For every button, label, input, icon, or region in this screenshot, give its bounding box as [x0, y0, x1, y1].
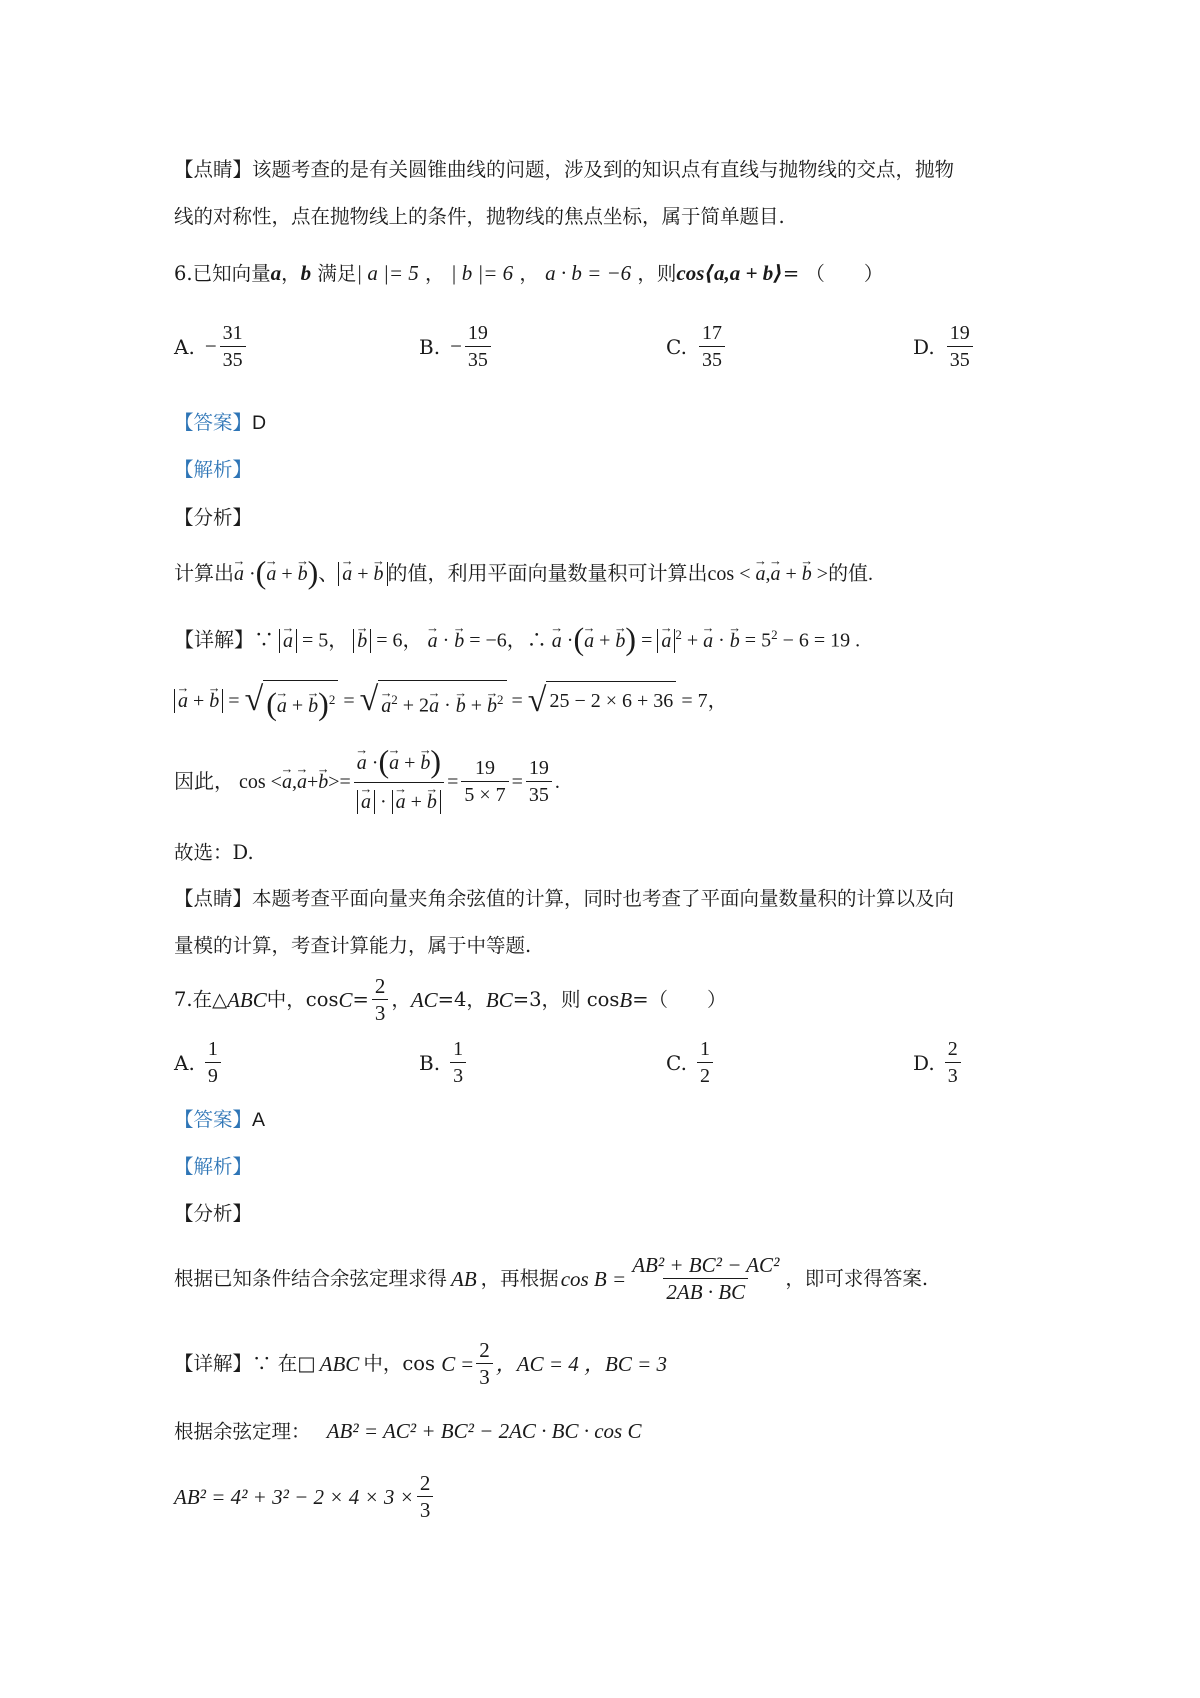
q6-dianjing-line-1: 【点睛】本题考查平面向量夹角余弦值的计算，同时也考查了平面向量数量积的计算以及向: [174, 887, 955, 910]
option-numerator: 1: [699, 1038, 710, 1060]
last-expression: AB² = 4² + 3² − 2 × 4 × 3 ×: [174, 1484, 414, 1509]
option-denominator: 35: [465, 346, 491, 373]
q6-dot: a · b = −6: [545, 261, 632, 285]
option-numerator: 17: [701, 322, 722, 344]
option-denominator: 35: [947, 346, 973, 373]
xiangjie-tag: 【详解】: [174, 629, 254, 652]
fraction-numerator: 19: [474, 757, 495, 779]
question-6-stem: 6.已知向量a，b 满足| a |= 5 ， | b |= 6 ， a · b = −6 ，则cos⟨a,a + b⟩= （ ）: [174, 261, 884, 285]
q6-option-b: [419, 320, 494, 373]
option-sign: −: [204, 334, 217, 358]
q6-then: ，则: [637, 262, 677, 285]
q7-tail: =（ ）: [632, 987, 727, 1011]
fenxi-sep: 、: [318, 563, 339, 585]
option-label: A.: [174, 1050, 195, 1075]
fenxi-text: 计算出: [174, 563, 234, 585]
q6-fenxi-text: 计算出→ a ·(→ a + → b)、→ a + → b 的值，利用平面向量数量积可计算出cos < → a,→ a + → b >的值.: [174, 557, 873, 589]
fenxi-cosb: cos B =: [560, 1266, 627, 1291]
q7-mid: 中，cos: [266, 987, 339, 1011]
eq-text: = 7，: [681, 690, 728, 713]
fraction-numerator: 2: [419, 1471, 431, 1495]
question-7-stem: [174, 973, 727, 1026]
xiangjie-tag: 【详解】: [174, 1351, 253, 1375]
q6-dianjing-line-2: 量模的计算，考查计算能力，属于中等题.: [174, 934, 532, 957]
q7-option-d: [913, 1036, 964, 1089]
q6-tail: = （ ）: [782, 262, 884, 285]
option-numerator: 2: [947, 1038, 958, 1060]
fraction-denominator: 3: [417, 1496, 434, 1523]
q7-jiexi-tag: 【解析】: [174, 1155, 253, 1178]
eq-text: = 5: [744, 629, 772, 652]
eq-text: = 5，: [302, 629, 349, 652]
q7-ac: AC: [410, 987, 438, 1012]
q7-abc: ABC: [227, 987, 267, 1012]
answer-tag: 【答案】: [174, 411, 253, 434]
fenxi-text: ，再根据: [480, 1266, 559, 1290]
law-label: 根据余弦定理：: [174, 1420, 311, 1443]
fraction-denominator: 5 × 7: [461, 781, 508, 808]
option-label: C.: [666, 334, 687, 359]
xiangjie-text: ∵ 在□: [252, 1351, 316, 1375]
option-sign: −: [450, 334, 462, 358]
q6-xiangjie-line-1: 【详解】∵ → a = 5， → b = 6， → a · → b = −6，∴ → a ·(→ a + → b) = → a $^2$ + → a · → $b = 5^2 - 6 = 19$ .: [174, 620, 860, 656]
xiangjie-text: 中，cos: [363, 1351, 435, 1375]
q7-option-a: [174, 1036, 224, 1089]
q7-answer: [174, 1105, 265, 1135]
option-numerator: 19: [467, 322, 488, 344]
option-label: B.: [419, 1050, 441, 1075]
option-label: D.: [913, 1050, 935, 1075]
eq-text: = 6，: [376, 629, 423, 652]
q7-last-line: [174, 1470, 436, 1523]
option-label: B.: [419, 334, 441, 359]
fenxi-text: 的值.: [828, 563, 874, 585]
fraction-numerator: AB² + BC² − AC²: [632, 1253, 780, 1277]
option-label: C.: [666, 1050, 687, 1075]
fraction-denominator: 35: [526, 781, 552, 808]
q6-vector-a: a: [270, 261, 282, 285]
option-numerator: 1: [207, 1038, 218, 1060]
fenxi-ab: AB: [451, 1266, 477, 1291]
q6-option-d: [913, 320, 976, 373]
q7-bc: BC: [485, 987, 513, 1012]
q7-c: C: [338, 987, 353, 1012]
sqrt-content: 25 − 2 × 6 + 36: [546, 681, 676, 721]
fenxi-text: 的值，利用平面向量数量积可计算出: [387, 563, 708, 585]
answer-tag: 【答案】: [174, 1108, 253, 1131]
fraction-denominator: 3: [476, 1363, 493, 1390]
option-denominator: 35: [220, 346, 246, 373]
q6-jiexi-tag: 【解析】: [174, 458, 253, 481]
q6-abs-b: | b |= 6: [450, 261, 514, 285]
option-denominator: 3: [450, 1062, 466, 1089]
fraction-numerator: 2: [374, 974, 386, 998]
q6-vector-b: b: [300, 261, 312, 285]
q7-eq: =: [352, 987, 369, 1011]
q6-cos-expr: cos⟨a,a + b⟩: [676, 261, 783, 285]
q7-b: B: [619, 987, 633, 1012]
option-label: D.: [913, 334, 935, 359]
q6-guxuan: 故选：D.: [174, 841, 254, 864]
q7-fenxi-tag: 【分析】: [174, 1202, 253, 1225]
option-label: A.: [174, 334, 195, 359]
eq-text: = −6，∴: [469, 629, 547, 652]
xiangjie-abc: ABC: [319, 1351, 360, 1376]
q7-fenxi-text: [174, 1252, 928, 1305]
law-expression: AB² = AC² + BC² − 2AC · BC · cos C: [326, 1419, 642, 1443]
xiangjie-eq: =: [461, 1351, 474, 1376]
q6-fenxi-tag: 【分析】: [174, 506, 253, 529]
q7-xiangjie-line-1: [174, 1337, 667, 1390]
answer-value: D: [252, 412, 267, 434]
dianjing-5-line-2: 线的对称性，点在抛物线上的条件，抛物线的焦点坐标，属于简单题目.: [174, 205, 785, 228]
q7-sep: ，: [391, 987, 411, 1011]
q7-prefix: 7.在△: [174, 987, 228, 1011]
eq-text: − 6 = 19 .: [782, 629, 861, 652]
xiangjie-rest: ，AC = 4 ，BC = 3: [495, 1351, 668, 1376]
q7-option-c: [666, 1036, 716, 1089]
q6-xiangjie-line-3: 因此， cos < → a , → a + → b >= → a ·(→ a + → b) → a · → a + → b = $\frac{19}{5 \times 7}$ = $\frac{19}{35}$ .: [174, 742, 560, 821]
q6-sep: ，: [281, 262, 301, 285]
q6-abs-a: | a |= 5: [356, 261, 419, 285]
option-denominator: 35: [699, 346, 725, 373]
fraction-numerator: 19: [528, 757, 549, 779]
q6-cond: 满足: [317, 262, 357, 285]
dianjing-5-line-1: 【点睛】该题考查的是有关圆锥曲线的问题，涉及到的知识点有直线与抛物线的交点，抛物: [174, 158, 955, 181]
option-numerator: 19: [949, 322, 970, 344]
answer-value: A: [252, 1109, 266, 1131]
fraction-denominator: 2AB · BC: [663, 1278, 748, 1305]
fenxi-text: ，即可求得答案.: [785, 1266, 929, 1290]
q6-answer: [174, 408, 266, 438]
option-numerator: 31: [222, 322, 243, 344]
option-denominator: 2: [697, 1062, 713, 1089]
q6-option-c: [666, 320, 728, 373]
yinci-text: 因此，: [174, 770, 234, 793]
q6-prefix: 6.已知向量: [174, 262, 271, 285]
fraction-numerator: 2: [479, 1338, 490, 1362]
q7-option-b: [419, 1036, 469, 1089]
xiangjie-c: C: [441, 1351, 456, 1376]
q6-xiangjie-line-2: → a + → b = √ (→ a + → b)$^2$ = √ → $a^2 + 2\to a$ · → b + → $b^2$ = √ 25 − 2 × 6 + 36 = 7，: [174, 680, 728, 723]
option-denominator: 3: [945, 1062, 961, 1089]
q6-option-a: [174, 320, 249, 373]
option-numerator: 1: [453, 1038, 464, 1060]
q7-law-line: [174, 1416, 641, 1447]
q7-ac-value: =4，: [437, 987, 486, 1011]
q7-bc-value: =3，则 cos: [512, 987, 620, 1011]
because-symbol: ∵: [254, 629, 274, 652]
fenxi-text: 根据已知条件结合余弦定理求得: [174, 1266, 448, 1290]
option-denominator: 9: [205, 1062, 221, 1089]
fraction-denominator: 3: [372, 999, 389, 1026]
